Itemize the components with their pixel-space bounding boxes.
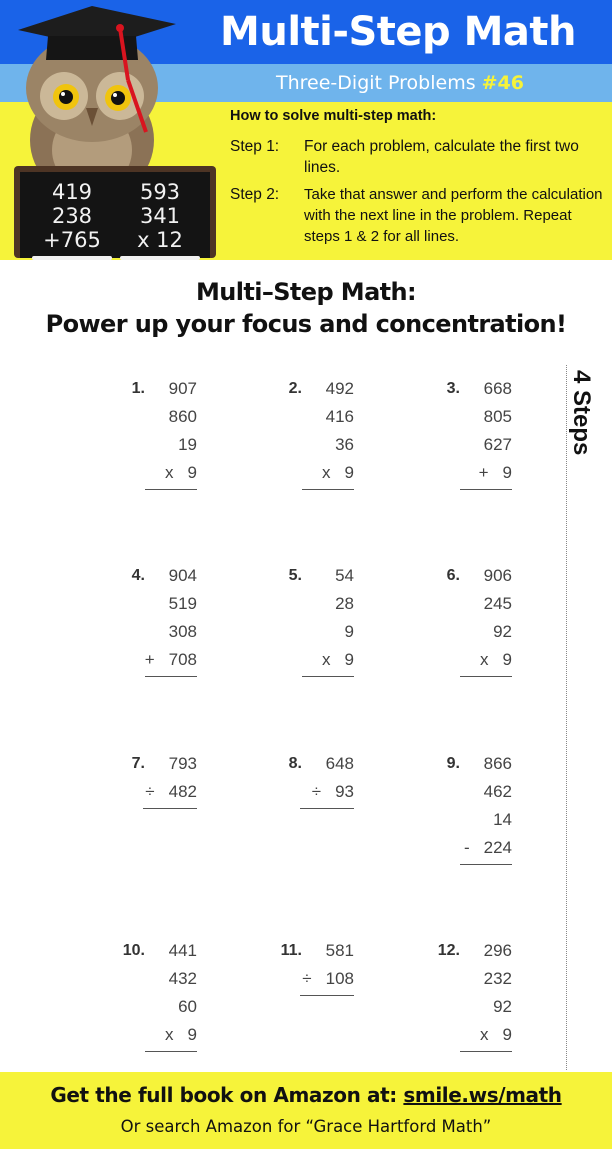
problem-operand: 462: [483, 782, 512, 801]
footer-line-1: [0, 1080, 612, 1110]
answer-line: [460, 1051, 512, 1052]
problem-operand: 296: [483, 941, 512, 960]
problem-last-line: [479, 459, 512, 487]
problem-number: 11.: [280, 942, 302, 959]
problem-operand: 9: [344, 622, 354, 641]
problem-operand: 793: [168, 754, 197, 773]
problem-operand: 224: [483, 838, 512, 857]
chalk-line: 419: [51, 180, 93, 204]
chalk-underline: [120, 256, 200, 260]
problem-operand: 36: [335, 435, 354, 454]
footer-link[interactable]: smile.ws/math: [403, 1083, 562, 1107]
step-text: Take that answer and perform the calculation with the next line in the problem. Repeat steps 1 & 2 for all lines.: [304, 186, 603, 245]
problem-operand: 9: [502, 650, 512, 669]
problem-operand: 108: [325, 969, 354, 988]
problem-operand: 232: [483, 969, 512, 988]
worksheet-heading: [0, 276, 612, 340]
chalkboard-left-problem: [32, 180, 112, 260]
math-problem: [432, 375, 512, 491]
math-problem: [117, 750, 197, 810]
page-subtitle: [220, 64, 580, 102]
problem-number: 12.: [437, 942, 460, 959]
math-problem: [117, 562, 197, 678]
operator-symbol: x: [480, 1025, 489, 1044]
step-label: Step 1:: [230, 138, 280, 155]
problem-operand: 627: [483, 435, 512, 454]
math-problem: [117, 937, 197, 1053]
problem-number: 1.: [131, 380, 145, 397]
problem-last-line: [165, 1021, 197, 1049]
problem-operand: 245: [483, 594, 512, 613]
operator-symbol: ÷: [302, 969, 312, 988]
problem-operand: 904: [168, 566, 197, 585]
problem-operand: 92: [493, 997, 512, 1016]
answer-line: [145, 489, 197, 490]
problem-last-line: [480, 646, 512, 674]
problem-last-line: [145, 646, 197, 674]
problem-operand: 93: [335, 782, 354, 801]
problem-operand: 648: [325, 754, 354, 773]
chalk-line: 238: [51, 204, 93, 228]
problem-last-line: [165, 459, 197, 487]
problem-operand: 9: [344, 463, 354, 482]
problem-operand: 482: [168, 782, 197, 801]
problem-number: 6.: [446, 567, 460, 584]
problem-last-line: [322, 646, 354, 674]
operator-symbol: +: [478, 463, 489, 482]
step-label: Step 2:: [230, 186, 280, 203]
problem-operand: 60: [178, 997, 197, 1016]
problem-operand: 14: [493, 810, 512, 829]
problem-operand: 492: [325, 379, 354, 398]
chalk-line: x 12: [137, 228, 183, 252]
answer-line: [460, 676, 512, 677]
footer-banner: [0, 1072, 612, 1149]
problem-operand: 519: [168, 594, 197, 613]
problem-last-line: [480, 1021, 512, 1049]
problem-operand: 432: [168, 969, 197, 988]
problem-last-line: [302, 965, 354, 993]
problem-operand: 860: [168, 407, 197, 426]
problem-number: 5.: [288, 567, 302, 584]
problem-operand: 19: [178, 435, 197, 454]
chalkboard: [14, 166, 216, 258]
operator-symbol: -: [463, 838, 470, 857]
answer-line: [145, 676, 197, 677]
side-label-text: 4 Steps: [568, 370, 595, 456]
operator-symbol: ÷: [311, 782, 322, 801]
problem-operand: 708: [168, 650, 197, 669]
problem-operand: 54: [335, 566, 354, 585]
owl-graduation-cap-icon: [0, 0, 225, 175]
worksheet-heading-line-2: Power up your focus and concentration!: [45, 310, 567, 338]
answer-line: [302, 676, 354, 677]
problem-number: 2.: [288, 380, 302, 397]
problem-operand: 805: [483, 407, 512, 426]
operator-symbol: x: [322, 650, 331, 669]
operator-symbol: x: [165, 463, 174, 482]
problem-operand: 9: [187, 1025, 197, 1044]
math-problem: [274, 562, 354, 678]
footer-prefix: Get the full book on Amazon at:: [50, 1083, 404, 1107]
problem-operand: 9: [502, 463, 512, 482]
problem-number: 7.: [131, 755, 145, 772]
problem-operand: 9: [187, 463, 197, 482]
operator-symbol: x: [165, 1025, 174, 1044]
chalkboard-surface: [20, 172, 210, 258]
footer-line-2: Or search Amazon for “Grace Hartford Math”: [120, 1117, 492, 1136]
problem-number: 3.: [446, 380, 460, 397]
answer-line: [460, 864, 512, 865]
subtitle-text: Three-Digit Problems: [276, 72, 476, 94]
chalk-line: 341: [139, 204, 181, 228]
instructions-heading: How to solve multi-step math:: [230, 108, 437, 124]
operator-symbol: x: [480, 650, 489, 669]
problem-operand: 9: [344, 650, 354, 669]
problem-operand: 441: [168, 941, 197, 960]
math-problem: [432, 562, 512, 678]
problem-operand: 668: [483, 379, 512, 398]
problem-operand: 92: [493, 622, 512, 641]
answer-line: [143, 808, 197, 809]
problem-number: 9.: [446, 755, 460, 772]
header-banner: [0, 0, 612, 260]
worksheet-heading-line-1: Multi–Step Math:: [195, 278, 417, 306]
math-problem: [432, 750, 512, 866]
chalk-line: +765: [43, 228, 101, 252]
math-problem: [274, 937, 354, 997]
problem-last-line: [312, 778, 354, 806]
problem-operand: 907: [168, 379, 197, 398]
answer-line: [300, 808, 354, 809]
chalkboard-right-problem: [120, 180, 200, 260]
problem-operand: 581: [325, 941, 354, 960]
problem-operand: 866: [483, 754, 512, 773]
math-problem: [117, 375, 197, 491]
math-problem: [274, 375, 354, 491]
page-title: Multi-Step Math: [220, 9, 576, 55]
problem-operand: 906: [483, 566, 512, 585]
problem-last-line: [464, 834, 512, 862]
problem-number: 8.: [288, 755, 302, 772]
answer-line: [145, 1051, 197, 1052]
step-text: For each problem, calculate the first two lines.: [304, 138, 579, 176]
problem-operand: 416: [325, 407, 354, 426]
subtitle-number: #46: [481, 72, 524, 94]
problem-number: 4.: [131, 567, 145, 584]
answer-line: [302, 489, 354, 490]
operator-symbol: x: [322, 463, 331, 482]
math-problem: [432, 937, 512, 1053]
operator-symbol: ÷: [145, 782, 155, 801]
problem-operand: 308: [168, 622, 197, 641]
problem-last-line: [322, 459, 354, 487]
chalk-line: 593: [139, 180, 181, 204]
side-label: [560, 370, 600, 490]
problem-operand: 28: [335, 594, 354, 613]
problem-operand: 9: [502, 1025, 512, 1044]
chalk-underline: [32, 256, 112, 260]
answer-line: [300, 995, 354, 996]
math-problem: [274, 750, 354, 810]
problem-last-line: [145, 778, 197, 806]
operator-symbol: +: [144, 650, 155, 669]
problem-number: 10.: [122, 942, 145, 959]
answer-line: [460, 489, 512, 490]
